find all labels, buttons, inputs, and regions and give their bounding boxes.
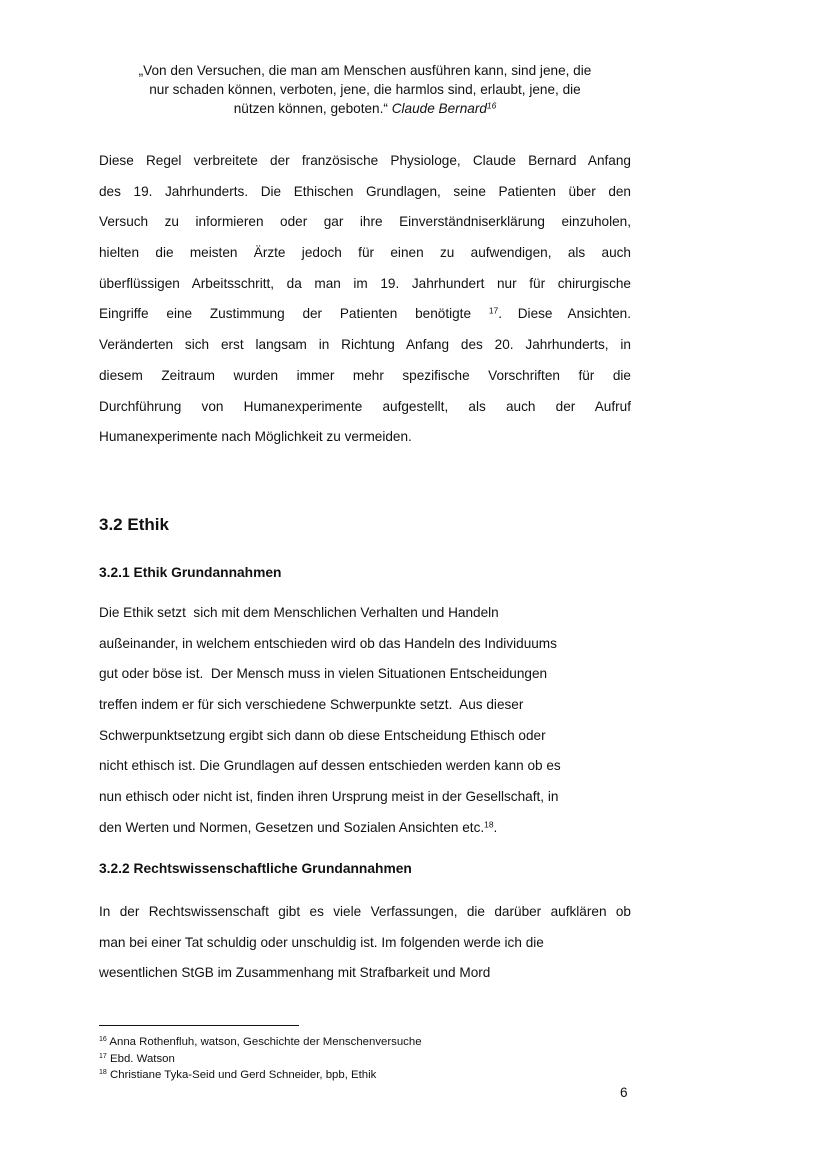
footnote-number: 16 [99, 1036, 107, 1044]
footnote-number: 18 [99, 1069, 107, 1077]
page-number: 6 [620, 1085, 628, 1100]
footnote-text: Christiane Tyka-Seid und Gerd Schneider, bpb, Ethik [110, 1069, 377, 1082]
heading-3-2: 3.2 Ethik [99, 515, 169, 534]
text-line: In der Rechtswissenschaft gibt es viele Verfassungen, die darüber aufklären ob [99, 904, 631, 919]
text-line: Diese Regel verbreitete der französische Physiologe, Claude Bernard Anfang [99, 153, 631, 168]
footnote [99, 1051, 422, 1068]
text-line: nun ethisch oder nicht ist, finden ihren Ursprung meist in der Gesellschaft, in [99, 789, 559, 805]
text-segment: . [493, 819, 498, 835]
footnote [99, 1067, 422, 1084]
footnote-ref: 16 [486, 99, 497, 110]
epigraph-quote [99, 62, 631, 118]
text-segment: Eingriffe eine Zustimmung der Patienten benötigte [99, 306, 472, 322]
footnote-text: Anna Rothenfluh, watson, Geschichte der Menschenversuche [109, 1036, 422, 1048]
paragraph-history [99, 146, 631, 453]
quote-author: Claude Bernard [391, 100, 487, 116]
text-line: Humanexperimente nach Möglichkeit zu vermeiden. [99, 429, 412, 445]
text-line: treffen indem er für sich verschiedene Schwerpunkte setzt. Aus dieser [99, 697, 524, 713]
footnotes [99, 1034, 422, 1084]
text-line: hielten die meisten Ärzte jedoch für einen zu aufwendigen, als auch [99, 245, 631, 261]
quote-line: nur schaden können, verboten, jene, die harmlos sind, erlaubt, jene, die [149, 81, 581, 97]
text-segment: den Werten und Normen, Gesetzen und Sozialen Ansichten etc. [99, 819, 485, 835]
text-line: gut oder böse ist. Der Mensch muss in vielen Situationen Entscheidungen [99, 666, 548, 682]
text-line: diesem Zeitraum wurden immer mehr spezifische Vorschriften für die [99, 367, 631, 383]
text-line: außeinander, in welchem entschieden wird ob das Handeln des Individuums [99, 635, 557, 651]
text-line: Durchführung von Humanexperimente aufgestellt, als auch der Aufruf [99, 398, 631, 414]
text-line: Versuch zu informieren oder gar ihre Einverständniserklärung einzuholen, [99, 214, 631, 230]
text-line: nicht ethisch ist. Die Grundlagen auf dessen entschieden werden kann ob es [99, 758, 561, 774]
text-line: des 19. Jahrhunderts. Die Ethischen Grundlagen, seine Patienten über den [99, 183, 631, 199]
text-line: Veränderten sich erst langsam in Richtung Anfang des 20. Jahrhunderts, in [99, 337, 631, 353]
text-line: man bei einer Tat schuldig oder unschuldig ist. Im folgenden werde ich die [99, 934, 544, 950]
text-line [99, 299, 631, 330]
quote-line: „Von den Versuchen, die man am Menschen ausführen kann, sind jene, die [138, 63, 592, 78]
footnote-number: 17 [99, 1052, 107, 1060]
footnote-ref: 18 [484, 819, 494, 830]
text-line: wesentlichen StGB im Zusammenhang mit Strafbarkeit und Mord [99, 965, 491, 981]
footnote-ref: 17 [488, 305, 499, 316]
footnote [99, 1034, 422, 1051]
paragraph-ethics [99, 598, 631, 844]
quote-line [99, 100, 631, 119]
paragraph-law [99, 897, 631, 989]
footnote-text: Ebd. Watson [110, 1052, 175, 1065]
footnote-separator [99, 1025, 299, 1026]
text-line: überflüssigen Arbeitsschritt, da man im 19. Jahrhundert nur für chirurgische [99, 275, 631, 291]
text-line: Die Ethik setzt sich mit dem Menschlichen Verhalten und Handeln [99, 605, 499, 620]
text-segment: . Diese Ansichten. [498, 306, 631, 322]
quote-text: nützen können, geboten.“ [233, 100, 388, 116]
heading-3-2-2: 3.2.2 Rechtswissenschaftliche Grundannahmen [99, 861, 412, 876]
text-line [99, 813, 631, 844]
heading-3-2-1: 3.2.1 Ethik Grundannahmen [99, 565, 282, 580]
text-line: Schwerpunktsetzung ergibt sich dann ob diese Entscheidung Ethisch oder [99, 727, 546, 743]
text-segment [489, 299, 631, 330]
text-segment [99, 299, 489, 330]
